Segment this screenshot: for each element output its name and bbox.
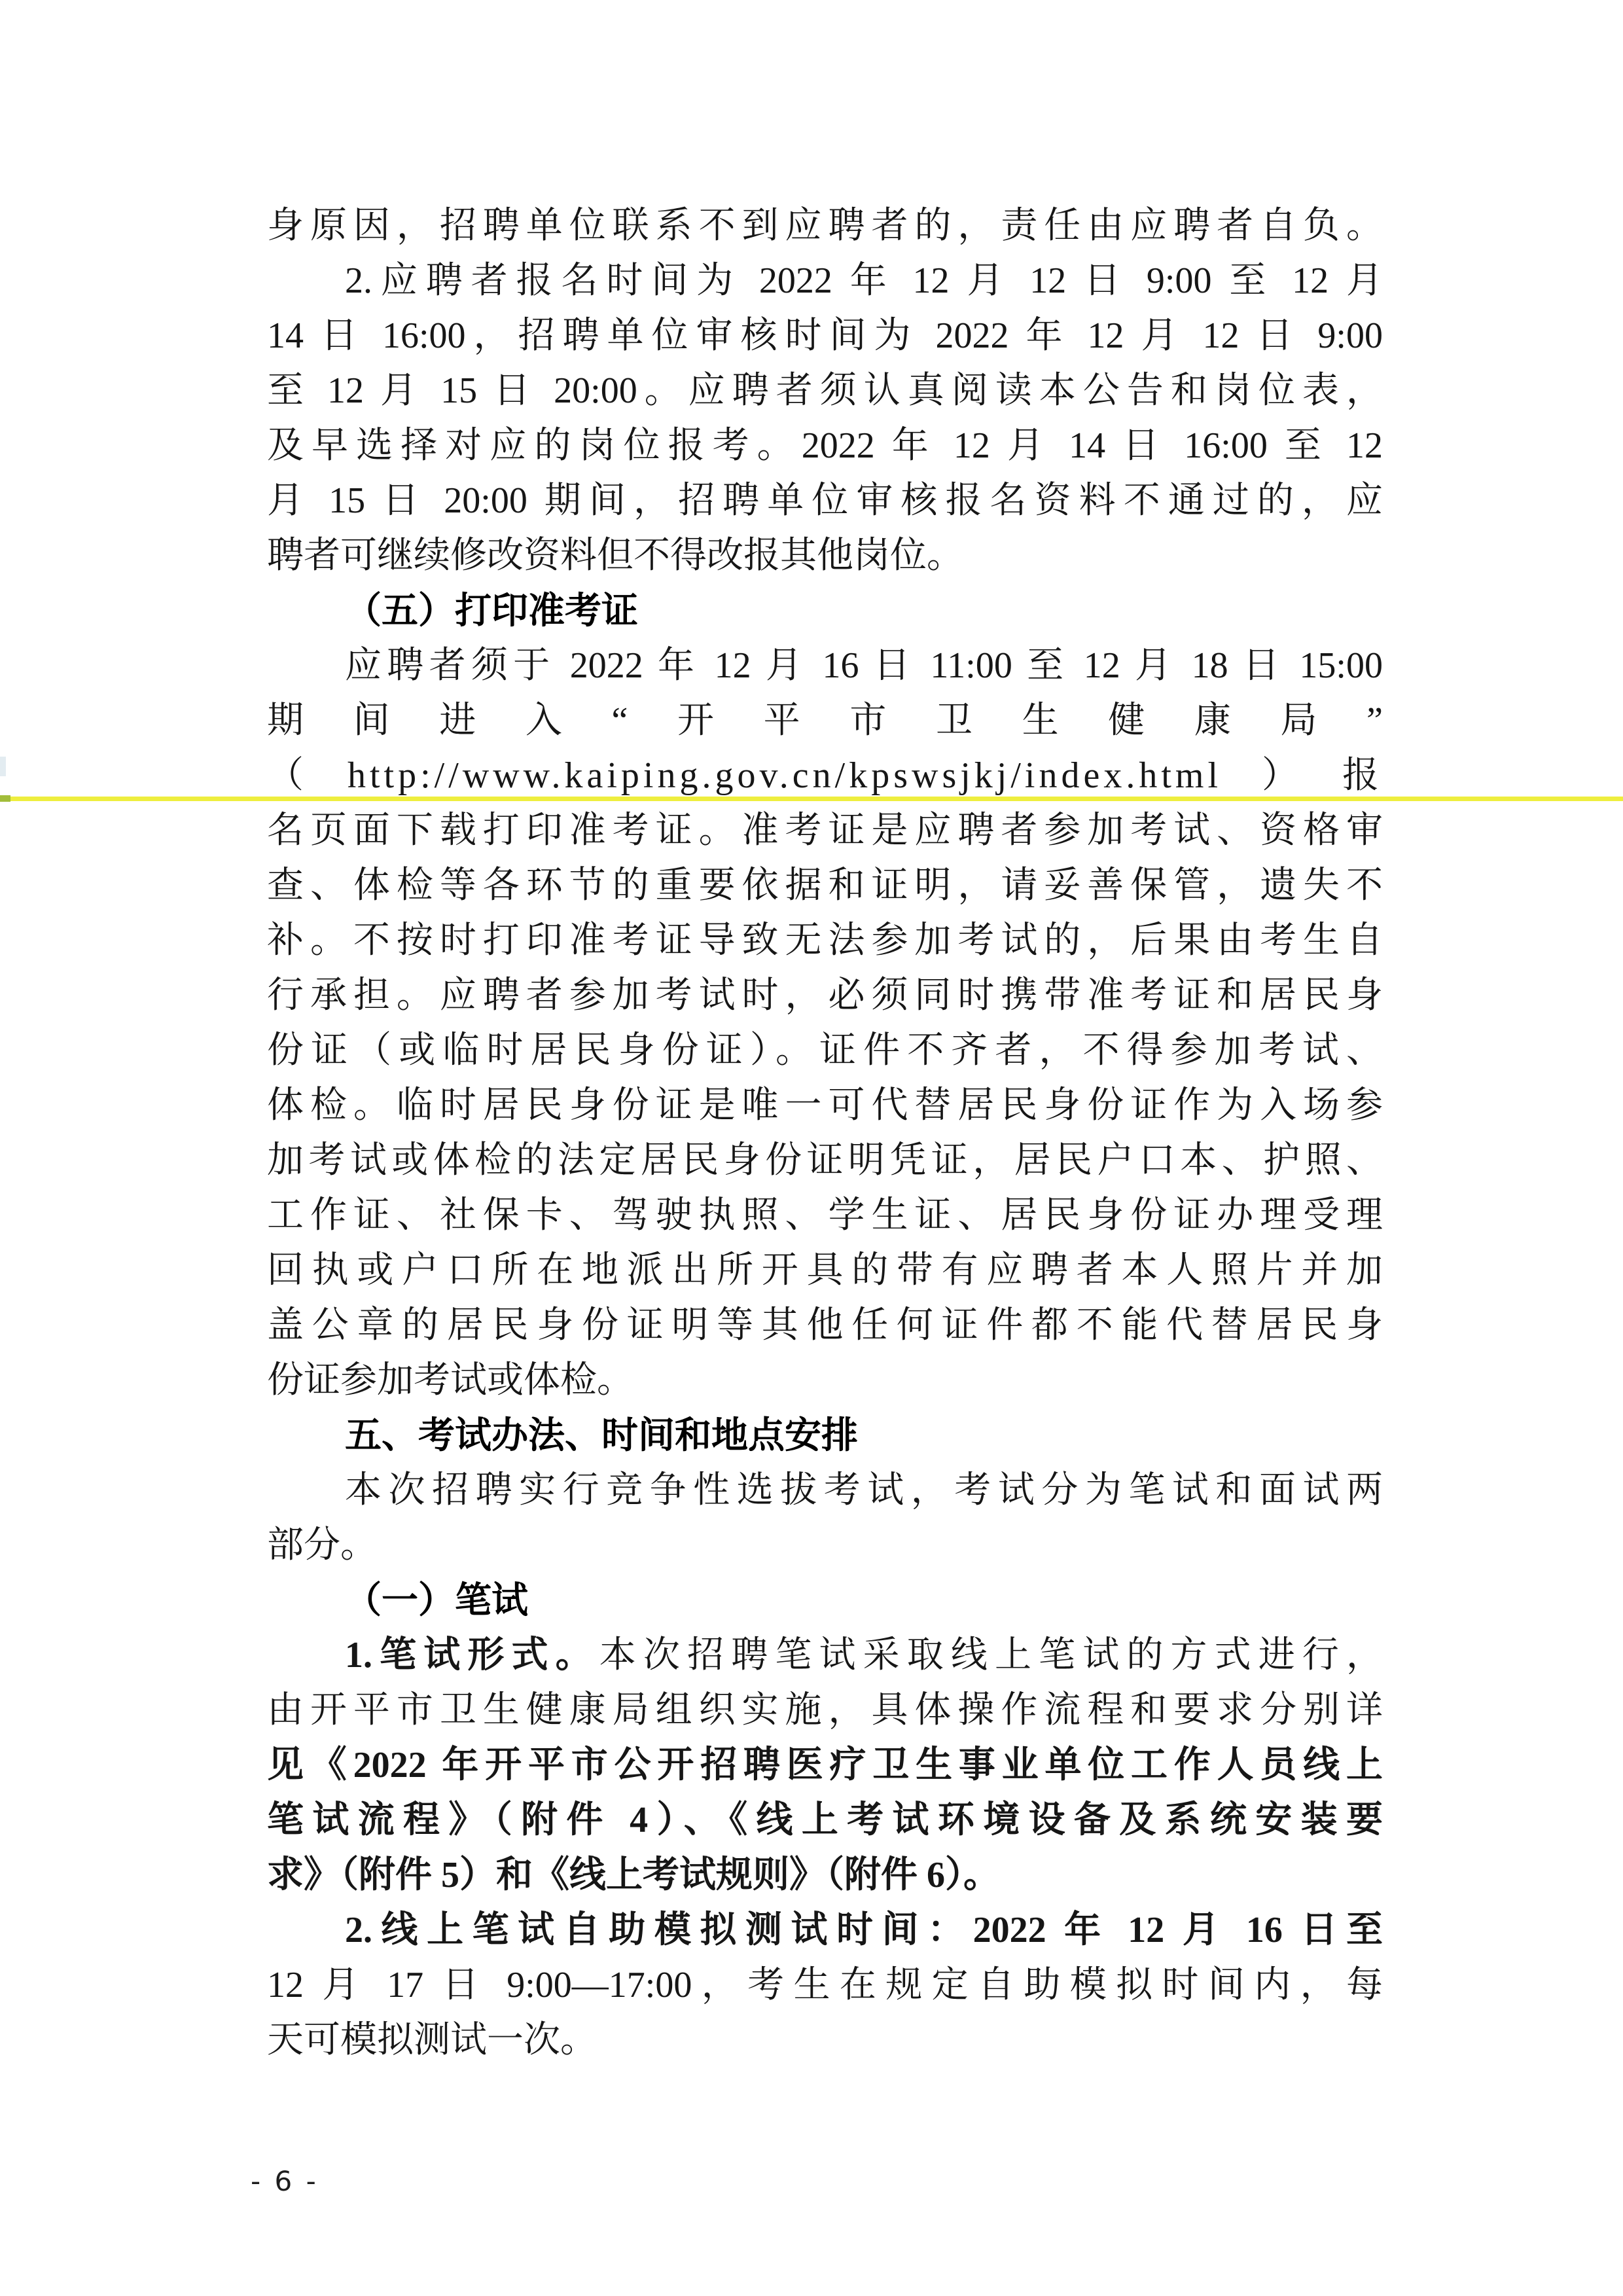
text-segment: 份证参加考试或体检。 [267,1360,633,1401]
text-segment: 回执或户口所在地派出所开具的带有应聘者本人照片并加 [267,1250,1383,1291]
text-line [267,1078,1383,1133]
text-segment: 14 日 16:00，招聘单位审核时间为 2022 年 12 月 12 日 9:00 [267,315,1383,356]
text-line [267,1903,1383,1958]
text-line [267,748,1383,803]
text-segment: 月 15 日 20:00 期间，招聘单位审核报名资料不通过的，应 [267,480,1383,521]
text-segment: 本次招聘实行竞争性选拔考试，考试分为笔试和面试两 [345,1470,1383,1511]
text-segment: 至 12 月 15 日 20:00。应聘者须认真阅读本公告和岗位表， [267,370,1383,411]
text-segment: 求》（附件 5）和《线上考试规则》（附件 6）。 [267,1855,1000,1895]
text-segment: 2.应聘者报名时间为 2022 年 12 月 12 日 9:00 至 12 月 [345,260,1383,301]
text-line [267,1188,1383,1243]
text-line [267,1298,1383,1353]
text-line [267,418,1383,473]
document-text [267,198,1383,2068]
text-line [267,1353,1383,1408]
text-line [267,198,1383,253]
text-line [267,473,1383,528]
text-line [267,1133,1383,1188]
text-line [267,363,1383,418]
text-segment: 体检。临时居民身份证是唯一可代替居民身份证作为入场参 [267,1085,1383,1126]
text-segment: 盖公章的居民身份证明等其他任何证件都不能代替居民身 [267,1305,1383,1346]
text-segment: 补。不按时打印准考证导致无法参加考试的，后果由考生自 [267,920,1383,961]
text-line [267,803,1383,858]
text-line [267,253,1383,308]
text-line [267,528,1383,583]
text-line [267,858,1383,913]
text-segment: 及早选择对应的岗位报考。2022 年 12 月 14 日 16:00 至 12 [267,425,1383,466]
text-segment: 应聘者须于 2022 年 12 月 16 日 11:00 至 12 月 18 日 15:00 [345,645,1383,686]
text-segment: 12 月 17 日 9:00—17:00，考生在规定自助模拟时间内，每 [267,1965,1383,2005]
text-line [267,308,1383,363]
text-line [267,968,1383,1023]
text-segment: 工作证、社保卡、驾驶执照、学生证、居民身份证办理受理 [267,1195,1383,1236]
text-segment: 见《2022 年开平市公开招聘医疗卫生事业单位工作人员线上 [267,1745,1383,1785]
text-segment: 本次招聘笔试采取线上笔试的方式进行， [599,1635,1383,1676]
text-line [267,1463,1383,1518]
text-segment: 身原因，招聘单位联系不到应聘者的，责任由应聘者自负。 [267,206,1383,246]
text-segment: 查、体检等各环节的重要依据和证明，请妥善保管，遗失不 [267,865,1383,906]
text-segment: 聘者可继续修改资料但不得改报其他岗位。 [267,535,963,576]
scan-artifact [0,757,6,776]
text-line [267,583,1383,638]
text-line [267,1628,1383,1683]
text-line [267,913,1383,968]
text-line [267,1518,1383,1573]
text-segment: 行承担。应聘者参加考试时，必须同时携带准考证和居民身 [267,975,1383,1016]
page-number: - 6 - [251,2165,319,2197]
text-line [267,1848,1383,1903]
text-line [267,1738,1383,1793]
text-segment: 名页面下载打印准考证。准考证是应聘者参加考试、资格审 [267,810,1383,851]
text-line [267,1683,1383,1738]
text-segment: 1.笔试形式。 [345,1635,599,1676]
text-segment: 加考试或体检的法定居民身份证明凭证，居民户口本、护照、 [267,1140,1383,1181]
text-segment: （http://www.kaiping.gov.cn/kpswsjkj/index.html）报 [267,755,1383,796]
text-line [267,1573,1383,1628]
text-segment: 部分。 [267,1525,377,1566]
text-segment: 份证（或临时居民身份证）。证件不齐者，不得参加考试、 [267,1030,1383,1071]
text-line [267,638,1383,693]
text-segment: 天可模拟测试一次。 [267,2020,597,2060]
text-line [267,693,1383,748]
text-line [267,1958,1383,2013]
text-segment: 笔试流程》（附件 4）、《线上考试环境设备及系统安装要 [267,1800,1383,1840]
text-segment: 期间进入“开平市卫生健康局” [267,700,1383,741]
text-segment: 由开平市卫生健康局组织实施，具体操作流程和要求分别详 [267,1690,1383,1731]
text-line [267,1793,1383,1848]
text-line [267,1243,1383,1298]
highlight-line-tip [0,795,10,802]
text-segment: （五）打印准考证 [345,590,638,631]
text-line [267,2013,1383,2068]
text-segment: （一）笔试 [345,1579,528,1621]
text-line [267,1408,1383,1463]
text-line [267,1023,1383,1078]
text-segment: 五、考试办法、时间和地点安排 [345,1414,858,1456]
text-segment: 2.线上笔试自助模拟测试时间：2022 年 12 月 16 日至 [345,1910,1383,1950]
